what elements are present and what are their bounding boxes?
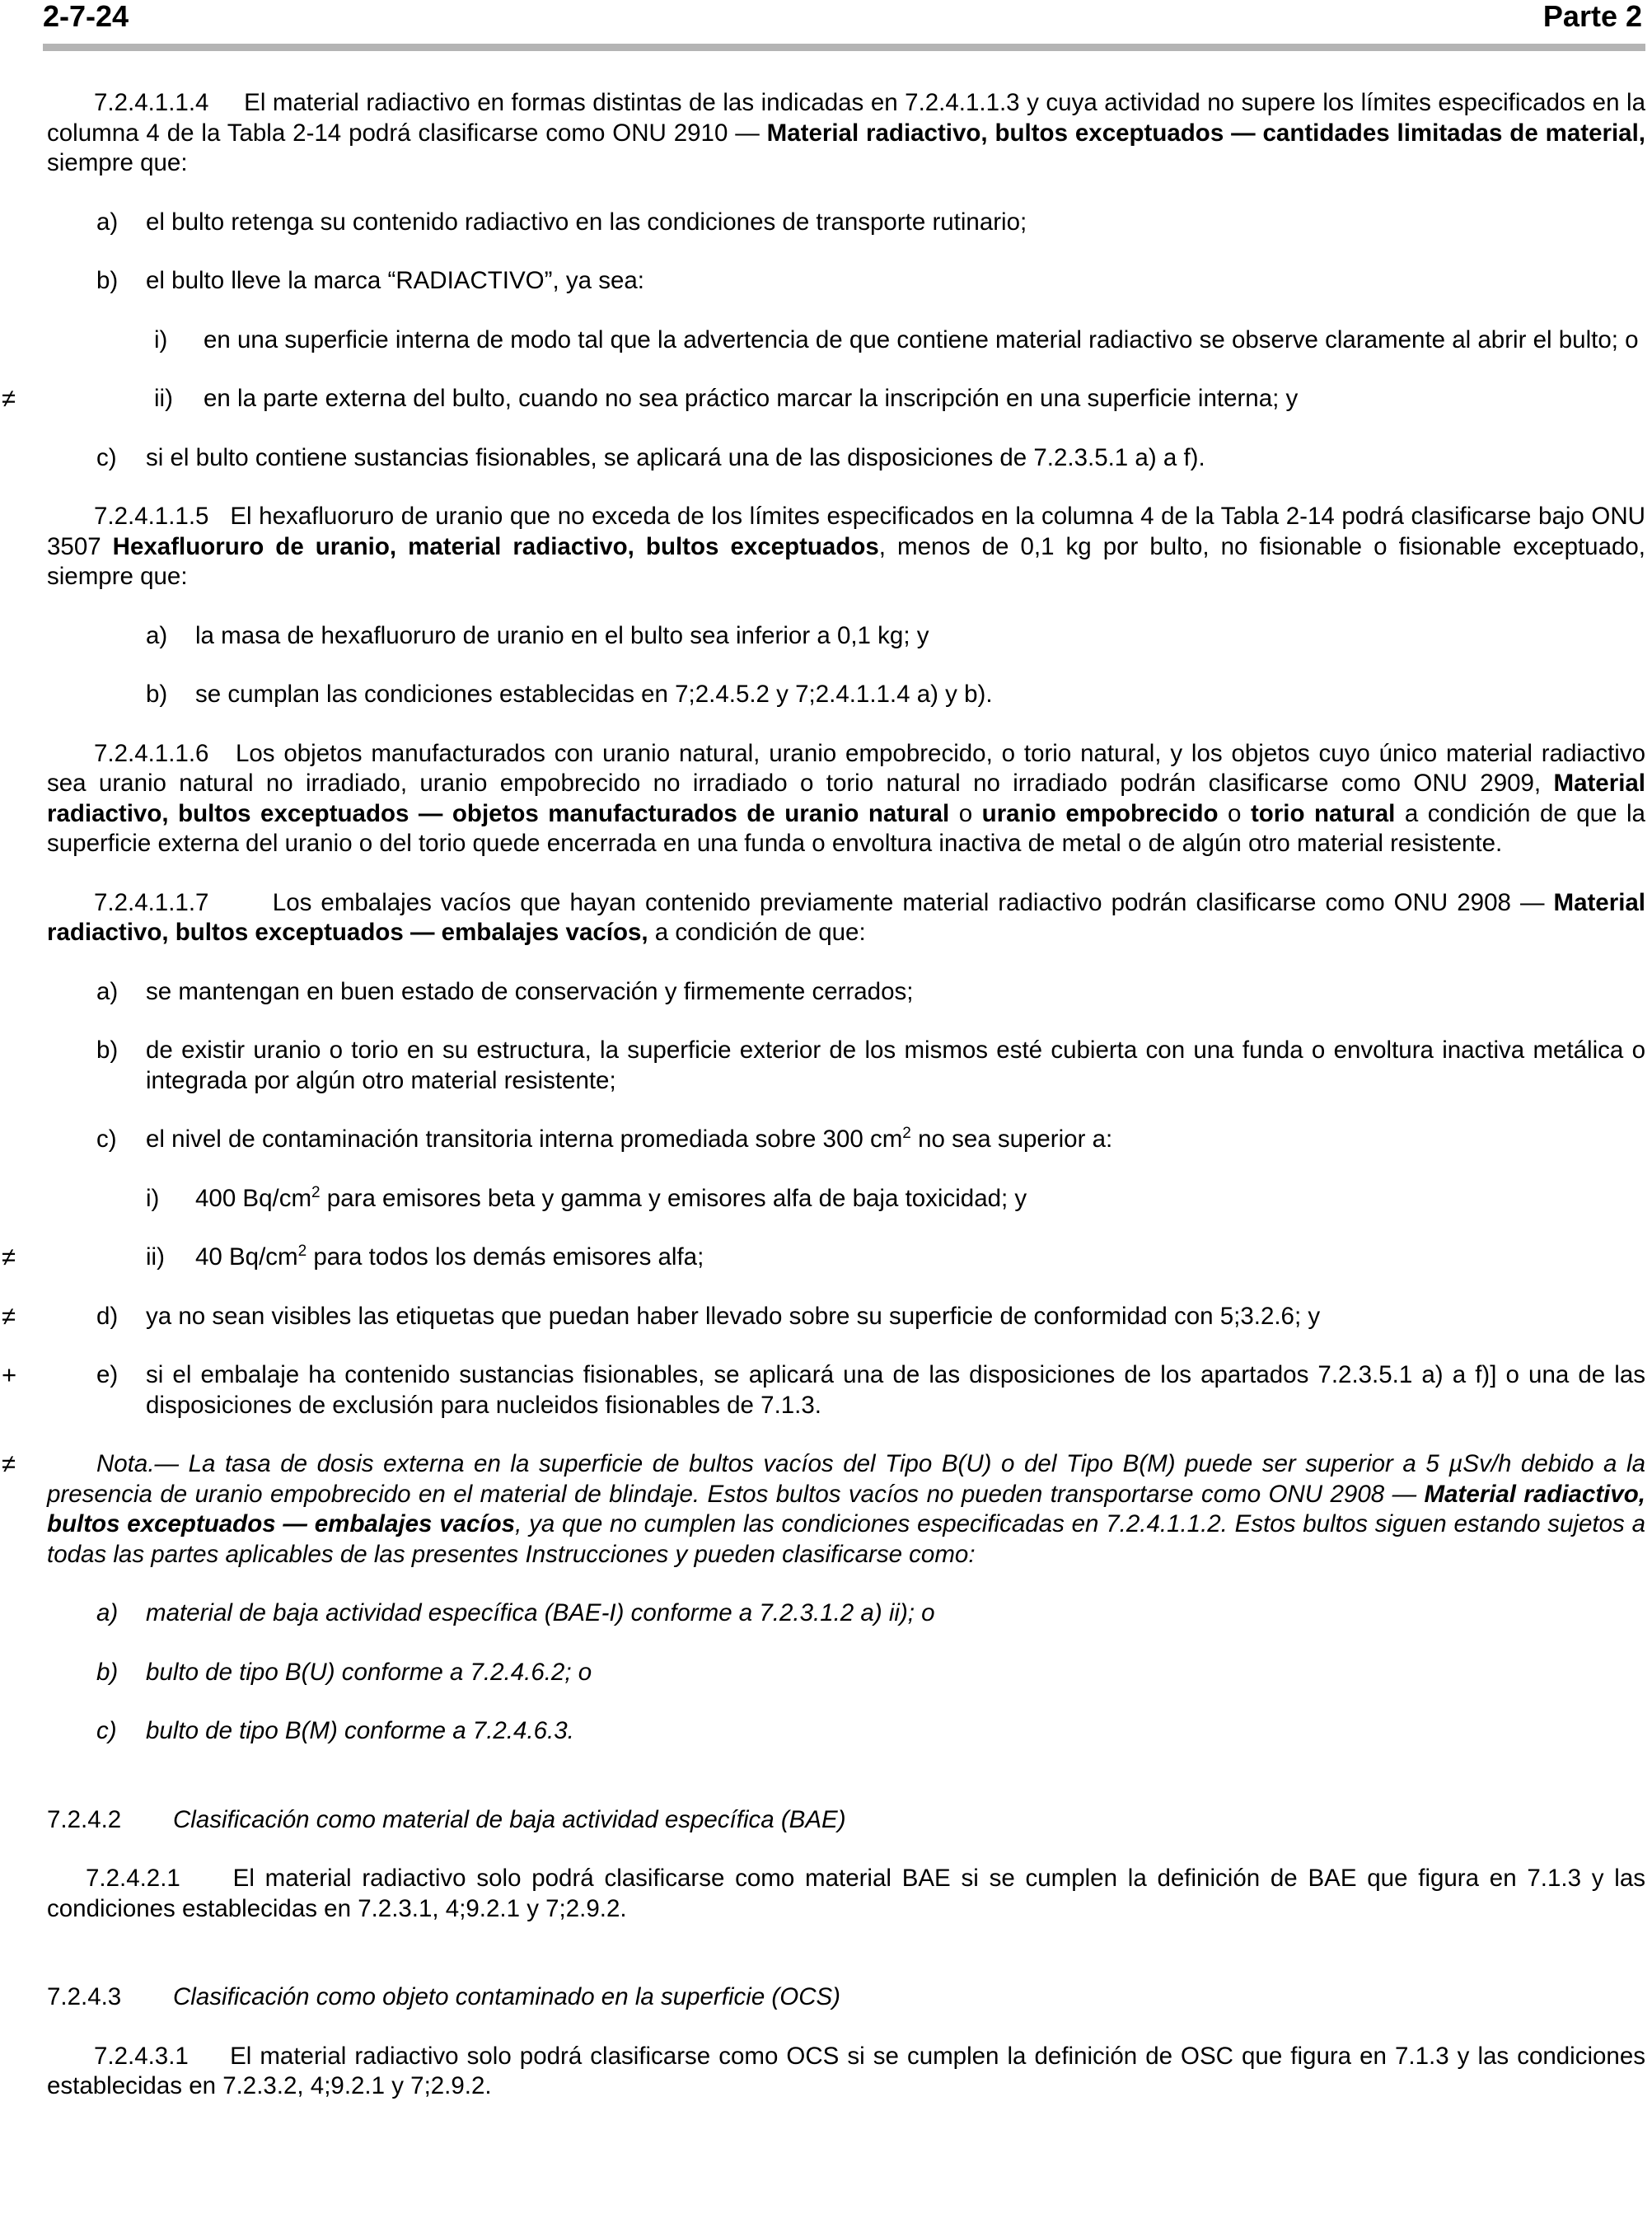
document-body — [2, 88, 1646, 2102]
paragraph-7-2-4-3-1 — [47, 2042, 1645, 2102]
item-text: 400 Bq/cm — [195, 1184, 312, 1212]
item-text: en la parte externa del bulto, cuando no sea práctico marcar la inscripción en una superficie interna; y — [204, 385, 1299, 412]
header-rule — [43, 44, 1645, 51]
item-label: ii) — [154, 385, 173, 412]
list-item — [2, 1360, 1645, 1420]
paragraph-text: El material radiactivo en formas distintas de las indicadas en 7.2.4.1.1.3 y cuya actividad no supere los límites especificados en la columna 4 de la Tabla 2-14 podrá clasificarse como ONU 2910 — — [47, 89, 1646, 147]
item-text: el bulto retenga su contenido radiactivo en las condiciones de transporte rutinario; — [146, 208, 1027, 236]
item-label: e) — [96, 1361, 119, 1388]
list-item — [47, 1125, 1645, 1155]
item-text: el nivel de contaminación transitoria interna promediada sobre 300 cm — [146, 1126, 903, 1153]
paragraph-number: 7.2.4.1.1.7 — [94, 888, 209, 916]
note-list-item — [47, 1716, 1645, 1747]
paragraph-number: 7.2.4.2.1 — [86, 1865, 180, 1892]
list-item — [2, 1301, 1645, 1332]
item-label: a) — [96, 208, 119, 236]
section-number: 7.2.4.2 — [47, 1805, 122, 1833]
item-label: d) — [96, 1302, 119, 1330]
un-entry-name: Material radiactivo, bultos exceptuados — embalajes vacíos — [47, 1480, 1645, 1537]
item-label: a) — [146, 621, 168, 649]
item-text: bulto de tipo B(U) conforme a 7.2.4.6.2; o — [146, 1658, 592, 1686]
item-text: la masa de hexafluoruro de uranio en el bulto sea inferior a 0,1 kg; y — [195, 621, 929, 649]
item-text: material de baja actividad específica (BAE-I) conforme a 7.2.3.1.2 a) ii); o — [146, 1599, 935, 1626]
item-label: c) — [96, 1717, 117, 1744]
paragraph-text: a condición de que la superficie externa del uranio o del torio quede encerrada en una funda o envoltura inactiva de metal o de algún otro material resistente. — [47, 799, 1645, 857]
note-list-item — [47, 1658, 1645, 1688]
superscript: 2 — [902, 1125, 911, 1143]
item-label: ii) — [146, 1243, 165, 1271]
item-text: se cumplan las condiciones establecidas en 7;2.4.5.2 y 7;2.4.1.1.4 a) y b). — [195, 681, 993, 708]
un-entry-name: torio natural — [1250, 799, 1396, 827]
revision-mark: ≠ — [2, 1449, 16, 1478]
sub-list-item — [47, 1184, 1645, 1214]
item-label: a) — [96, 1599, 119, 1626]
item-text: si el bulto contiene sustancias fisionables, se aplicará una de las disposiciones de 7.2.3.5.1 a) a f). — [146, 443, 1205, 471]
paragraph-number: 7.2.4.3.1 — [94, 2042, 189, 2070]
item-label: i) — [146, 1184, 160, 1212]
item-text: bulto de tipo B(M) conforme a 7.2.4.6.3. — [146, 1717, 574, 1744]
paragraph-text: Los embalajes vacíos que hayan contenido previamente material radiactivo podrán clasificarse como ONU 2908 — — [272, 888, 1554, 916]
paragraph-text: o — [1218, 799, 1251, 827]
revision-mark: ≠ — [2, 384, 16, 413]
section-heading-7-2-4-3 — [47, 1982, 1645, 2013]
revision-mark: ≠ — [2, 1243, 16, 1271]
paragraph-number: 7.2.4.1.1.6 — [94, 739, 209, 767]
paragraph-text: , menos de 0,1 kg por bulto, no fisionable o fisionable exceptuado, siempre que: — [47, 532, 1645, 590]
paragraph-text: El material radiactivo solo podrá clasificarse como material BAE si se cumplen la definición de BAE que figura en 7.1.3 y las condiciones establecidas en 7.2.3.1, 4;9.2.1 y 7;2.9.2. — [47, 1865, 1645, 1922]
list-item — [47, 208, 1645, 238]
paragraph-text: Los objetos manufacturados con uranio natural, uranio empobrecido, o torio natural, y los objetos cuyo único material radiactivo sea uranio natural no irradiado, uranio empobrecido no irradiado o torio natural no irradiado podrán clasificarse como ONU 2909, — [47, 739, 1645, 797]
sub-list-item — [2, 384, 1645, 414]
item-label: i) — [154, 325, 168, 353]
item-label: b) — [96, 1037, 119, 1064]
note-text: Nota.— La tasa de dosis externa en la superficie de bultos vacíos del Tipo B(U) o del Tipo B(M) puede ser superior a 5 µSv/h debido a la presencia de uranio empobrecido en el material de blindaje. Estos bultos vacíos no pueden transportarse como ONU 2908 — — [47, 1450, 1645, 1508]
sub-list-item — [2, 1243, 1645, 1273]
un-entry-name: Material radiactivo, bultos exceptuados — embalajes vacíos, — [47, 888, 1645, 946]
item-label: b) — [96, 1658, 119, 1686]
section-title: Clasificación como objeto contaminado en la superficie (OCS) — [173, 1983, 840, 2010]
paragraph-7-2-4-1-1-4 — [47, 88, 1645, 179]
superscript: 2 — [311, 1183, 321, 1201]
item-text: para emisores beta y gamma y emisores alfa de baja toxicidad; y — [320, 1184, 1027, 1212]
note-text: , ya que no cumplen las condiciones especificadas en 7.2.4.1.1.2. Estos bultos siguen estando sujetos a todas las partes aplicables de las presentes Instrucciones y pueden clasificarse como: — [47, 1510, 1645, 1568]
note-list-item — [47, 1598, 1645, 1629]
item-label: c) — [96, 1126, 117, 1153]
item-text: ya no sean visibles las etiquetas que puedan haber llevado sobre su superficie de conformidad con 5;3.2.6; y — [146, 1302, 1321, 1330]
paragraph-text: o — [949, 799, 982, 827]
section-title: Clasificación como material de baja actividad específica (BAE) — [173, 1805, 846, 1833]
item-text: de existir uranio o torio en su estructura, la superficie exterior de los mismos esté cubierta con una funda o envoltura inactiva metálica o integrada por algún otro material resistente; — [146, 1037, 1645, 1094]
note-paragraph — [2, 1449, 1645, 1570]
un-entry-name: Material radiactivo, bultos exceptuados — cantidades limitadas de material, — [766, 119, 1645, 147]
paragraph-7-2-4-1-1-7 — [47, 888, 1645, 948]
un-entry-name: Hexafluoruro de uranio, material radiactivo, bultos exceptuados — [112, 532, 879, 560]
item-text: 40 Bq/cm — [195, 1243, 298, 1271]
item-text: se mantengan en buen estado de conservación y firmemente cerrados; — [146, 977, 914, 1005]
un-entry-name: uranio empobrecido — [981, 799, 1219, 827]
paragraph-text: a condición de que: — [648, 919, 866, 946]
item-text: para todos los demás emisores alfa; — [307, 1243, 704, 1271]
paragraph-7-2-4-1-1-6 — [47, 739, 1645, 859]
superscript: 2 — [297, 1243, 307, 1261]
un-entry-name: Material radiactivo, bultos exceptuados — objetos manufacturados de uranio natural — [47, 770, 1645, 827]
paragraph-number: 7.2.4.1.1.4 — [94, 89, 209, 116]
section-number: 7.2.4.3 — [47, 1983, 122, 2010]
revision-mark: + — [2, 1360, 17, 1389]
item-label: b) — [146, 681, 168, 708]
page-number: 2-7-24 — [43, 0, 129, 33]
item-text: el bulto lleve la marca “RADIACTIVO”, ya sea: — [146, 267, 644, 294]
list-item — [47, 266, 1645, 297]
part-label: Parte 2 — [1542, 0, 1642, 33]
item-text: no sea superior a: — [910, 1126, 1113, 1153]
paragraph-number: 7.2.4.1.1.5 — [94, 503, 209, 530]
list-item — [47, 680, 1645, 710]
item-text: en una superficie interna de modo tal que la advertencia de que contiene material radiactivo se observe claramente al abrir el bulto; o — [204, 325, 1639, 353]
list-item — [47, 443, 1645, 474]
item-label: a) — [96, 977, 119, 1005]
sub-list-item — [47, 325, 1645, 356]
section-heading-7-2-4-2 — [47, 1805, 1645, 1836]
paragraph-text: siempre que: — [47, 149, 188, 176]
paragraph-text: El hexafluoruro de uranio que no exceda de los límites especificados en la columna 4 de la Tabla 2-14 podrá clasificarse bajo ONU 3507 — [47, 503, 1645, 560]
list-item — [47, 621, 1645, 652]
item-text: si el embalaje ha contenido sustancias fisionables, se aplicará una de las disposiciones de los apartados 7.2.3.5.1 a) a f)] o una de las disposiciones de exclusión para nucleidos fisionables de 7.1.3. — [146, 1361, 1645, 1419]
revision-mark: ≠ — [2, 1301, 16, 1331]
item-label: b) — [96, 267, 119, 294]
list-item — [47, 1036, 1645, 1096]
item-label: c) — [96, 443, 117, 471]
paragraph-text: El material radiactivo solo podrá clasificarse como OCS si se cumplen la definición de OSC que figura en 7.1.3 y las condiciones establecidas en 7.2.3.2, 4;9.2.1 y 7;2.9.2. — [47, 2042, 1645, 2099]
list-item — [47, 977, 1645, 1008]
paragraph-7-2-4-1-1-5 — [47, 502, 1645, 592]
paragraph-7-2-4-2-1 — [47, 1864, 1645, 1924]
